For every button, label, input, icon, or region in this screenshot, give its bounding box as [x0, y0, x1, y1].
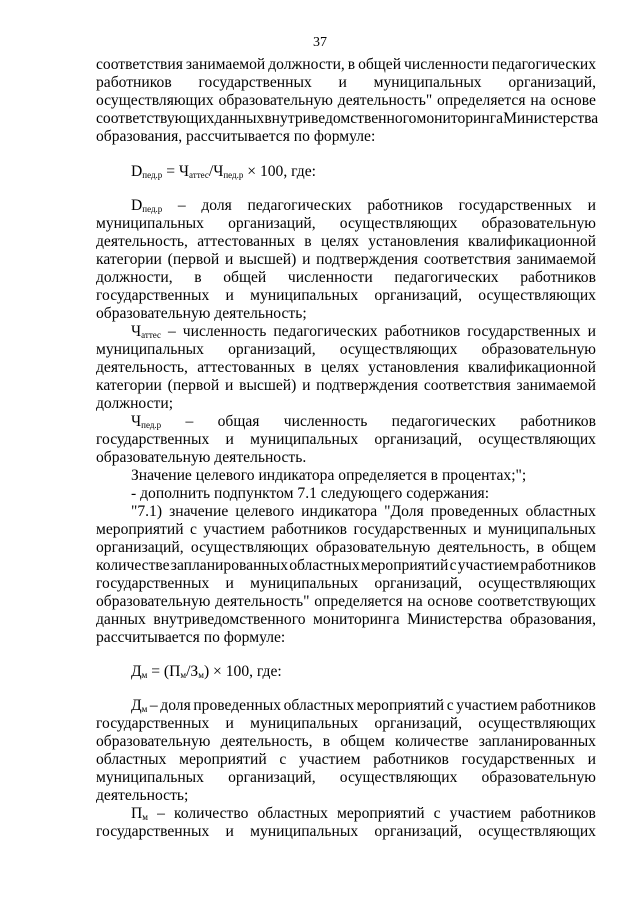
word: соответствующих [96, 110, 215, 127]
word: установления [368, 359, 459, 376]
text-line [131, 503, 596, 521]
word: участием [449, 805, 512, 822]
symbol: $Д_м$ [131, 697, 148, 714]
text-line [131, 323, 596, 341]
word: значение [169, 503, 229, 520]
word: муниципальных [373, 74, 482, 91]
word: областных [525, 503, 596, 520]
word: проведенных [430, 503, 519, 520]
word: организаций, [374, 715, 463, 732]
word: – [185, 413, 194, 430]
text-line [96, 629, 596, 647]
word: педагогических [394, 269, 499, 286]
word: деятельность, [437, 539, 530, 556]
text-line [131, 413, 596, 431]
word: запланированных [478, 733, 596, 750]
word: организаций, [374, 823, 463, 840]
line-text: рассчитывается по формуле: [96, 629, 286, 646]
word: муниципальных [96, 215, 204, 232]
word: деятельность, [96, 233, 188, 250]
word: осуществляющих [96, 92, 214, 109]
line-text: деятельность; [96, 787, 189, 804]
word: и [225, 575, 234, 592]
word: в [304, 233, 312, 250]
word: общем [551, 539, 596, 556]
word: данных [214, 110, 265, 127]
word: основе [550, 92, 596, 109]
word: Министерства [503, 110, 599, 127]
word: и [302, 251, 311, 268]
word: запланированных [170, 557, 289, 574]
word: и [302, 377, 311, 394]
text-line [96, 787, 596, 805]
line-text: - дополнить подпунктом 7.1 следующего содержания: [131, 485, 490, 502]
word: работников [520, 557, 596, 574]
word: организаций, [228, 215, 316, 232]
word: организаций, [374, 431, 463, 448]
word: "Доля [384, 503, 424, 520]
symbol-subscript: пед.р [142, 204, 163, 214]
line-text: должности; [96, 395, 174, 412]
word: проведенных [193, 697, 282, 714]
word: аттестованных [197, 233, 296, 250]
word: и [225, 287, 234, 304]
symbol: $Ч_{аттес}$ [131, 323, 161, 340]
word: численности [287, 269, 373, 286]
symbol-subscript: м [142, 812, 148, 822]
word: определяется [437, 92, 526, 109]
formula-subscript: м [180, 670, 187, 680]
symbol: $Ч_{пед.р}$ [131, 413, 162, 430]
word: мониторинга [416, 110, 504, 127]
word: работников [367, 197, 444, 214]
word: квалификационной [468, 233, 596, 250]
word: государственных [96, 715, 210, 732]
word: количество [173, 805, 249, 822]
word: участием [457, 557, 520, 574]
word: образовательную [218, 92, 333, 109]
text-line [96, 341, 596, 359]
word: внутриведомственного [264, 110, 417, 127]
word: образовательную [481, 769, 596, 786]
text-line [96, 611, 596, 629]
word: организаций, [374, 575, 463, 592]
text-line [96, 305, 596, 323]
word: осуществляющих [478, 823, 596, 840]
formula [131, 163, 596, 181]
word: (первой [167, 251, 220, 268]
word: – [149, 697, 158, 714]
word: в [194, 269, 202, 286]
word: осуществляющих [478, 575, 596, 592]
word: численность [182, 323, 267, 340]
word: осуществляющих [478, 715, 596, 732]
text-line [96, 110, 599, 128]
word: муниципальных [96, 769, 204, 786]
word: в [536, 539, 545, 556]
word: (первой [167, 377, 220, 394]
symbol-subscript: м [141, 704, 148, 714]
word: деятельность, [96, 359, 188, 376]
word: работников [96, 74, 172, 91]
word: мероприятий [360, 557, 449, 574]
symbol-subscript: пед.р [141, 420, 162, 430]
word: соответствия [423, 377, 511, 394]
text-line [96, 251, 596, 269]
word: осуществляющих [339, 769, 458, 786]
word: численности [404, 56, 489, 73]
word: и [225, 823, 234, 840]
word: муниципальных [250, 431, 359, 448]
word: осуществляющих [478, 431, 596, 448]
text-line [96, 575, 596, 593]
word: категории [96, 377, 162, 394]
word: общая [217, 413, 260, 430]
word: образовательную [481, 341, 596, 358]
word: с [446, 697, 454, 714]
word: "7.1) [131, 503, 163, 520]
word: внутриведомственного [153, 611, 306, 628]
text-line [131, 467, 596, 485]
line-text: Значение целевого индикатора определяется в процентах;"; [131, 467, 527, 484]
text-line [96, 715, 596, 733]
line-text: образования, рассчитывается по формуле: [96, 128, 376, 145]
text-line [131, 485, 596, 503]
word: педагогических [273, 323, 378, 340]
word: категории [96, 251, 162, 268]
word: целевого [235, 503, 295, 520]
word: и [225, 431, 234, 448]
word: и [338, 74, 347, 91]
word: работников [271, 521, 347, 538]
word: данных [96, 611, 146, 628]
word: целях [320, 359, 359, 376]
word: участием [203, 521, 265, 538]
word: должности, [96, 269, 173, 286]
text-line [96, 287, 596, 305]
word: в [304, 359, 312, 376]
word: с [279, 751, 287, 768]
word: организаций, [228, 769, 316, 786]
word: государственных [198, 74, 312, 91]
word: подтверждения [316, 251, 419, 268]
word: образовательную [96, 593, 211, 610]
text-line [96, 128, 596, 146]
word: и [587, 323, 596, 340]
word: с [190, 521, 197, 538]
word: квалификационной [468, 359, 596, 376]
formula-text: $Д_м = (П_м/З_м) \times 100$, где: [131, 663, 282, 680]
word: целях [320, 233, 359, 250]
word: – [167, 323, 176, 340]
word: работников [520, 413, 596, 430]
word: работников [520, 697, 596, 714]
page-number: 37 [313, 35, 327, 50]
word: высшей) [239, 251, 297, 268]
word: на [407, 593, 423, 610]
word: образования, [509, 611, 596, 628]
word: с [449, 557, 457, 574]
word: работников [520, 269, 596, 286]
text-line [96, 521, 596, 539]
word: занимаемой [516, 377, 596, 394]
word: соответствия [96, 56, 183, 73]
word: осуществляющих [339, 215, 458, 232]
formula-subscript: аттес [189, 170, 209, 180]
word: областных [96, 751, 167, 768]
word: мероприятий [337, 805, 425, 822]
word: областных [283, 697, 355, 714]
word: государственных [96, 823, 210, 840]
word: организаций, [374, 287, 463, 304]
word: организаций, [96, 539, 184, 556]
word: организаций, [508, 74, 596, 91]
word: областных [289, 557, 360, 574]
word: и [473, 521, 482, 538]
word: муниципальных [250, 715, 359, 732]
word: в [322, 733, 331, 750]
text-line [131, 197, 596, 215]
word: деятельность, [220, 733, 313, 750]
word: государственных [353, 521, 467, 538]
symbol: $D_{пед.р}$ [131, 197, 163, 214]
word: муниципальных [487, 521, 596, 538]
text-line [96, 395, 596, 413]
word: организаций, [228, 341, 316, 358]
word: образовательную [481, 215, 596, 232]
word: с [433, 805, 441, 822]
word: мероприятий [356, 697, 445, 714]
text-line [96, 593, 596, 611]
word: доля [160, 697, 191, 714]
formula-subscript: пед.р [142, 170, 163, 180]
word: в [347, 56, 356, 73]
word: и [225, 377, 234, 394]
text-line [96, 56, 596, 74]
word: участием [299, 751, 361, 768]
word: количестве [394, 733, 469, 750]
text-line [96, 539, 596, 557]
text-line [96, 751, 596, 769]
word: аттестованных [197, 359, 296, 376]
word: государственных [461, 751, 575, 768]
text-line [96, 377, 596, 395]
word: и [587, 751, 596, 768]
word: и [225, 715, 234, 732]
word: осуществляющих [190, 539, 309, 556]
word: педагогических [391, 413, 496, 430]
line-text: образовательную деятельность; [96, 305, 307, 322]
word: занимаемой [185, 56, 266, 73]
word: индикатора [301, 503, 378, 520]
word: занимаемой [516, 251, 596, 268]
word: государственных [96, 575, 210, 592]
word: мероприятий [96, 521, 184, 538]
word: общей [358, 56, 402, 73]
word: доля [201, 197, 232, 214]
word: на [530, 92, 546, 109]
text-line [96, 769, 596, 787]
text-line [96, 269, 596, 287]
word: подтверждения [316, 377, 419, 394]
text-line [96, 233, 596, 251]
word: количестве [96, 557, 170, 574]
text-line [96, 359, 596, 377]
word: установления [368, 233, 459, 250]
word: государственных [467, 323, 581, 340]
text-line [96, 74, 596, 92]
word: деятельность" [337, 92, 433, 109]
line-text: образовательную деятельность. [96, 449, 307, 466]
word: общем [340, 733, 385, 750]
word: осуществляющих [478, 287, 596, 304]
word: муниципальных [250, 823, 359, 840]
word: Министерства [407, 611, 503, 628]
word: деятельность" [215, 593, 310, 610]
formula-text: $D_{пед.р} = Ч_{аттес}/Ч_{пед.р} \times 100$, где: [131, 163, 316, 180]
word: – [157, 805, 165, 822]
word: участием [456, 697, 518, 714]
word: государственных [96, 287, 210, 304]
word: муниципальных [250, 575, 359, 592]
word: работников [384, 323, 461, 340]
formula-subscript: пед.р [223, 170, 244, 180]
word: общей [223, 269, 267, 286]
word: образовательную [315, 539, 431, 556]
text-line [96, 431, 596, 449]
word: областных [257, 805, 328, 822]
word: высшей) [239, 377, 297, 394]
word: работников [373, 751, 449, 768]
word: – [177, 197, 186, 214]
text-line [131, 805, 596, 823]
word: муниципальных [96, 341, 204, 358]
word: государственных [96, 431, 210, 448]
word: и [225, 251, 234, 268]
formula-subscript: м [198, 670, 204, 680]
text-line [96, 215, 596, 233]
word: мероприятий [179, 751, 267, 768]
word: основе [427, 593, 473, 610]
word: государственных [458, 197, 572, 214]
symbol: $П_м$ [131, 805, 148, 822]
text-line [96, 557, 596, 575]
word: муниципальных [250, 287, 359, 304]
text-line [96, 449, 596, 467]
formula-subscript: м [141, 670, 148, 680]
word: педагогических [247, 197, 352, 214]
word: соответствующих [477, 593, 596, 610]
text-line [96, 92, 596, 110]
word: должности, [268, 56, 345, 73]
word: и [587, 197, 596, 214]
text-line [96, 823, 596, 841]
word: численность [283, 413, 368, 430]
word: мониторинга [313, 611, 400, 628]
word: педагогических [491, 56, 596, 73]
word: определяется [314, 593, 403, 610]
word: работников [520, 805, 596, 822]
word: осуществляющих [339, 341, 458, 358]
text-line [96, 733, 596, 751]
symbol-subscript: аттес [141, 330, 161, 340]
word: образовательную [96, 733, 211, 750]
formula [131, 663, 596, 681]
text-line [131, 697, 596, 715]
word: соответствия [423, 251, 511, 268]
